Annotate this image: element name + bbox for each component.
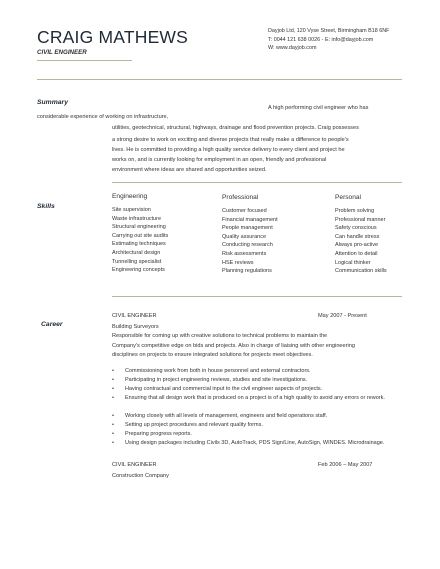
summary-divider: [112, 182, 402, 183]
contact-website: W: www.dayjob.com: [268, 45, 317, 52]
bullet-icon: •: [112, 386, 114, 392]
skill-item: Professional manner: [335, 216, 386, 223]
skill-item: Logical thinker: [335, 259, 371, 266]
job-company: Building Surveyors: [112, 324, 159, 330]
summary-line: utilities, geotechnical, structural, highways, drainage and flood prevention projects. Craig possesses: [112, 125, 359, 131]
contact-block: [268, 27, 389, 53]
skill-item: Structural engineering: [112, 224, 166, 231]
skills-heading: Skills: [37, 203, 55, 210]
skill-item: Safety conscious: [335, 225, 377, 232]
bullet-icon: •: [112, 422, 114, 428]
bullet-icon: •: [112, 377, 114, 383]
skill-item: Attention to detail: [335, 250, 378, 257]
summary-line: A high performing civil engineer who has: [268, 105, 369, 111]
contact-phone-email: T: 0044 121 638 0026 - E: info@dayjob.com: [268, 36, 374, 43]
skills-list: [112, 206, 168, 275]
skill-item: Quality assurance: [222, 233, 267, 240]
skill-item: Problem solving: [335, 208, 375, 214]
skill-item: Customer focused: [222, 208, 267, 214]
summary-line: works on, and is currently looking for employment in an open, friendly and professional: [112, 157, 327, 163]
job-dates: May 2007 - Present: [318, 313, 367, 319]
skill-item: Can handle stress: [335, 233, 380, 240]
skills-column-professional: [222, 194, 278, 276]
skill-item: Communication skills: [335, 268, 387, 275]
bullet-icon: •: [112, 395, 114, 401]
skills-divider: [112, 296, 402, 297]
skills-column-heading: Professional: [222, 194, 259, 201]
bullet-icon: •: [112, 440, 114, 446]
bullet-icon: •: [112, 431, 114, 437]
summary-line: environment where ideas are shared and opportunities seized.: [112, 167, 267, 173]
skill-item: HSE reviews: [222, 259, 254, 266]
job-description-line: Responsible for coming up with creative solutions to technical problems to maintain the: [112, 333, 328, 339]
summary-line: considerable experience of working on infrastructure,: [37, 114, 169, 120]
skill-item: People management: [222, 225, 273, 232]
skill-item: Conducting research: [222, 242, 273, 249]
summary-line: lives. He is committed to providing a high quality service delivery to every client and project he: [112, 147, 345, 153]
skill-item: Tunnelling specialist: [112, 258, 162, 265]
skills-column-engineering: [112, 193, 168, 275]
skills-column-heading: Engineering: [112, 193, 148, 200]
skill-item: Architectural design: [112, 249, 161, 256]
skill-item: Estimating techniques: [112, 241, 166, 248]
skill-item: Risk assessments: [222, 250, 267, 257]
contact-address: Dayjob Ltd, 120 Vyse Street, Birmingham B18 6NF: [268, 28, 390, 34]
skill-item: Site supervision: [112, 207, 151, 213]
job-title: CIVIL ENGINEER: [112, 462, 157, 468]
header-divider-long: [37, 79, 402, 80]
skills-list: [335, 207, 387, 276]
candidate-title: CIVIL ENGINEER: [37, 49, 87, 56]
skills-column-heading: Personal: [335, 194, 362, 201]
summary-heading: Summary: [37, 99, 68, 106]
skill-item: Engineering concepts: [112, 267, 165, 274]
job-description-line: Company's competitive edge on bids and projects. Also in charge of liaising with other engineering: [112, 343, 355, 349]
job-dates: Feb 2006 – May 2007: [318, 462, 373, 468]
summary-line: a strong desire to work on exciting and diverse projects that really make a difference to people's: [112, 137, 349, 143]
header-divider: [37, 60, 132, 61]
job-company: Construction Company: [112, 473, 169, 479]
bullet-icon: •: [112, 368, 114, 374]
job-description-line: disciplines on projects to ensure integrated solutions for projects meet objectives.: [112, 352, 313, 358]
skill-item: Waste infrastructure: [112, 215, 162, 222]
bullet-icon: •: [112, 413, 114, 419]
skills-column-personal: [335, 194, 387, 276]
career-heading: Career: [41, 321, 63, 328]
job-title: CIVIL ENGINEER: [112, 313, 157, 319]
candidate-name: CRAIG MATHEWS: [37, 27, 189, 47]
skill-item: Financial management: [222, 216, 278, 223]
skill-item: Carrying out site audits: [112, 232, 169, 239]
skill-item: Always pro-active: [335, 242, 379, 249]
skills-list: [222, 207, 278, 276]
skill-item: Planning regulations: [222, 268, 272, 275]
